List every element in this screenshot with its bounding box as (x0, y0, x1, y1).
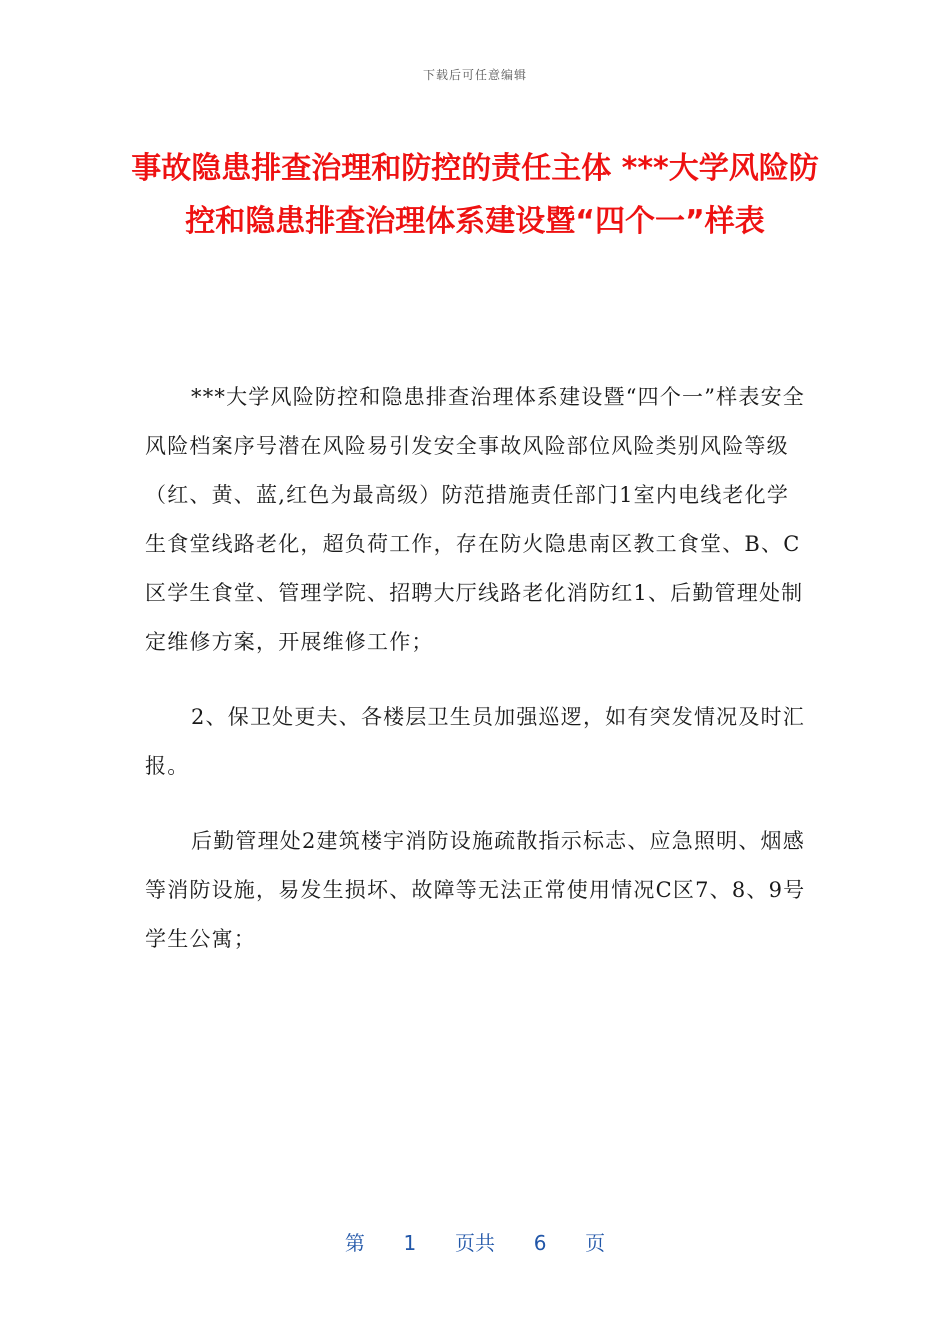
document-body (145, 373, 807, 990)
page-footer (0, 1227, 950, 1256)
body-paragraph-3: 后勤管理处2建筑楼宇消防设施疏散指示标志、应急照明、烟感等消防设施，易发生损坏、故障等无法正常使用情况C区7、8、9号学生公寓； (145, 829, 806, 951)
page-prefix: 第 (344, 1231, 365, 1255)
page-current: 1 (403, 1231, 417, 1255)
page-suffix: 页 (585, 1231, 606, 1255)
document-title: 事故隐患排查治理和防控的责任主体 ***大学风险防控和隐患排查治理体系建设暨“四个一”样表 (131, 151, 819, 239)
page-middle: 页共 (455, 1231, 495, 1255)
body-paragraph-2: 2、保卫处更夫、各楼层卫生员加强巡逻，如有突发情况及时汇报。 (145, 705, 805, 778)
body-paragraph-1: ***大学风险防控和隐患排查治理体系建设暨“四个一”样表安全风险档案序号潜在风险易引发安全事故风险部位风险类别风险等级（红、黄、蓝,红色为最高级）防范措施责任部门1室内电线老化学生食堂线路老化，超负荷工作，存在防火隐患南区教工食堂、B、C区学生食堂、管理学院、招聘大厅线路老化消防红1、后勤管理处制定维修方案，开展维修工作； (145, 385, 805, 654)
page-total: 6 (533, 1231, 547, 1255)
header-note: 下载后可任意编辑 (422, 68, 527, 82)
